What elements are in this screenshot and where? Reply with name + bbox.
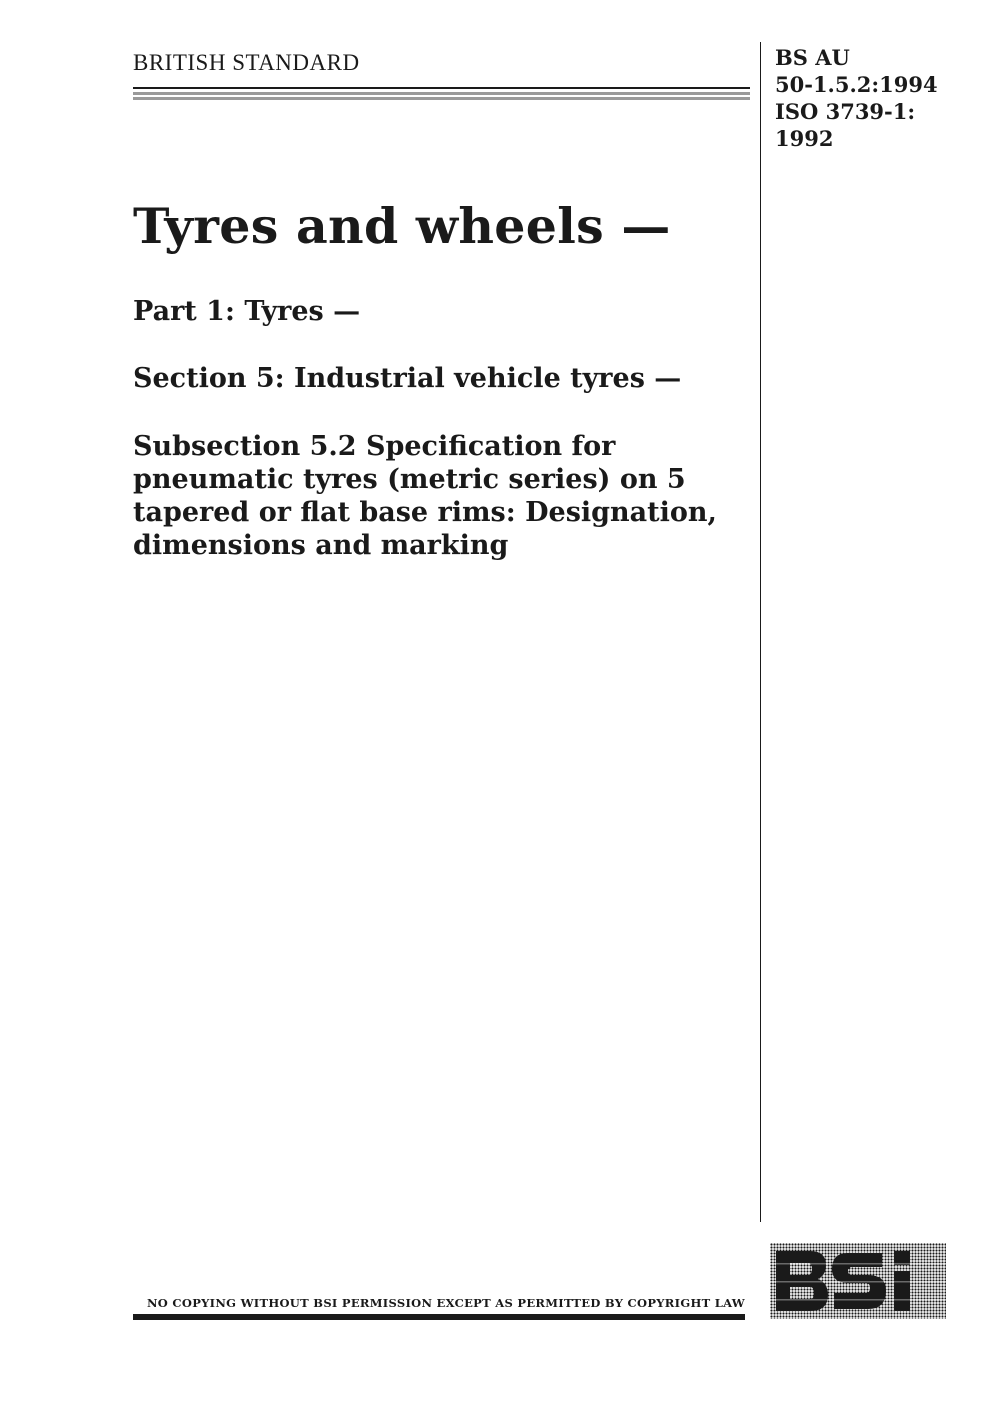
header-rule <box>133 87 750 89</box>
part-heading: Part 1: Tyres — <box>133 296 361 327</box>
bsi-logo <box>770 1243 946 1319</box>
subsection-heading: Subsection 5.2 Specification for pneumatic tyres (metric series) on 5 tapered or flat base rims: Designation, dimensions and marking <box>133 431 717 561</box>
column-divider <box>760 42 761 1222</box>
reference-line: 50-1.5.2:1994 <box>775 72 938 97</box>
copyright-notice: NO COPYING WITHOUT BSI PERMISSION EXCEPT AS PERMITTED BY COPYRIGHT LAW <box>147 1296 746 1310</box>
section-heading: Section 5: Industrial vehicle tyres — <box>133 363 682 394</box>
standard-type-label: BRITISH STANDARD <box>133 50 360 75</box>
reference-line: BS AU <box>775 45 850 70</box>
reference-line: 1992 <box>775 126 834 151</box>
footer-rule <box>133 1314 745 1320</box>
document-title: Tyres and wheels — <box>133 197 671 255</box>
standard-reference <box>775 44 938 152</box>
header-gray-rule-1 <box>133 92 750 95</box>
header-gray-rule-2 <box>133 97 750 100</box>
reference-line: ISO 3739-1: <box>775 99 916 124</box>
